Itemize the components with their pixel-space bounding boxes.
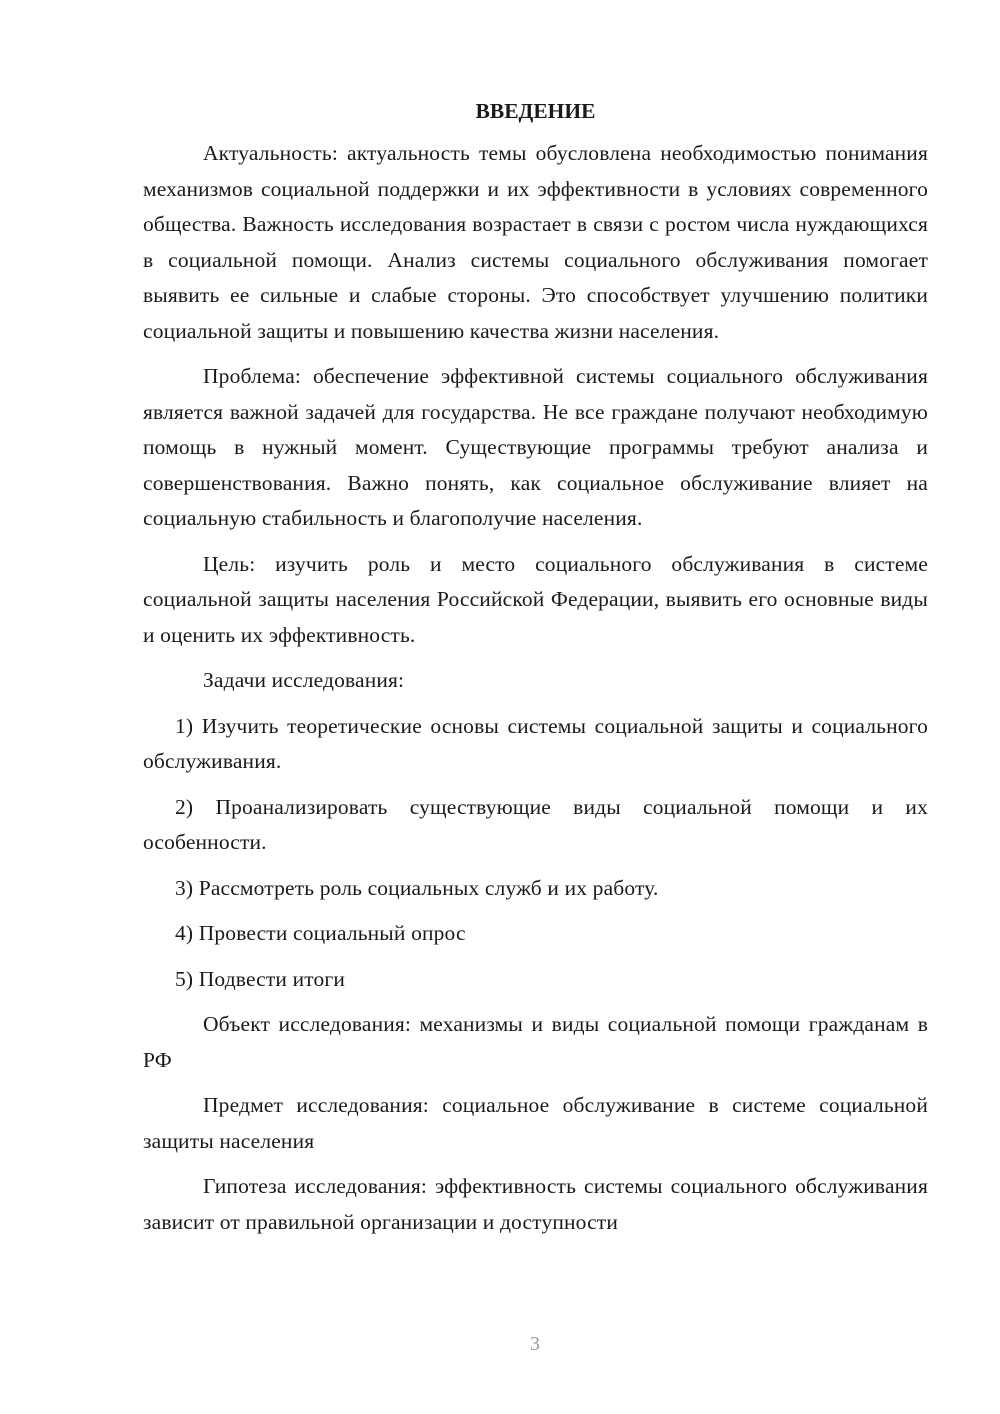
- task-item-2: 2) Проанализировать существующие виды социальной помощи и их особенности.: [143, 794, 928, 854]
- section-title: ВВЕДЕНИЕ: [475, 99, 596, 123]
- paragraph-object: Объект исследования: механизмы и виды социальной помощи гражданам в РФ: [143, 1012, 928, 1072]
- task-item-5: 5) Подвести итоги: [175, 966, 346, 991]
- page-number: 3: [530, 1333, 540, 1355]
- paragraph-hypothesis: Гипотеза исследования: эффективность системы социального обслуживания зависит от правильной организации и доступности: [143, 1174, 928, 1234]
- paragraph-relevance: Актуальность: актуальность темы обусловлена необходимостью понимания механизмов социальной поддержки и их эффективности в условиях современного общества. Важность исследования возрастает в связи с ростом числа нуждающихся в социальной помощи. Анализ системы социального обслуживания помогает выявить ее сильные и слабые стороны. Это способствует улучшению политики социальной защиты и повышению качества жизни населения.: [143, 141, 928, 343]
- task-item-3: 3) Рассмотреть роль социальных служб и их работу.: [175, 875, 659, 900]
- task-item-1: 1) Изучить теоретические основы системы социальной защиты и социального обслуживания.: [143, 713, 928, 773]
- paragraph-tasks-heading: Задачи исследования:: [203, 668, 405, 692]
- task-item-4: 4) Провести социальный опрос: [175, 921, 466, 945]
- paragraph-subject: Предмет исследования: социальное обслуживание в системе социальной защиты населения: [143, 1093, 928, 1153]
- paragraph-problem: Проблема: обеспечение эффективной системы социального обслуживания является важной задачей для государства. Не все граждане получают необходимую помощь в нужный момент. Существующие программы требуют анализа и совершенствования. Важно понять, как социальное обслуживание влияет на социальную стабильность и благополучие населения.: [143, 364, 928, 530]
- document-page: [143, 96, 928, 1240]
- paragraph-goal: Цель: изучить роль и место социального обслуживания в системе социальной защиты населения Российской Федерации, выявить его основные виды и оценить их эффективность.: [143, 551, 928, 647]
